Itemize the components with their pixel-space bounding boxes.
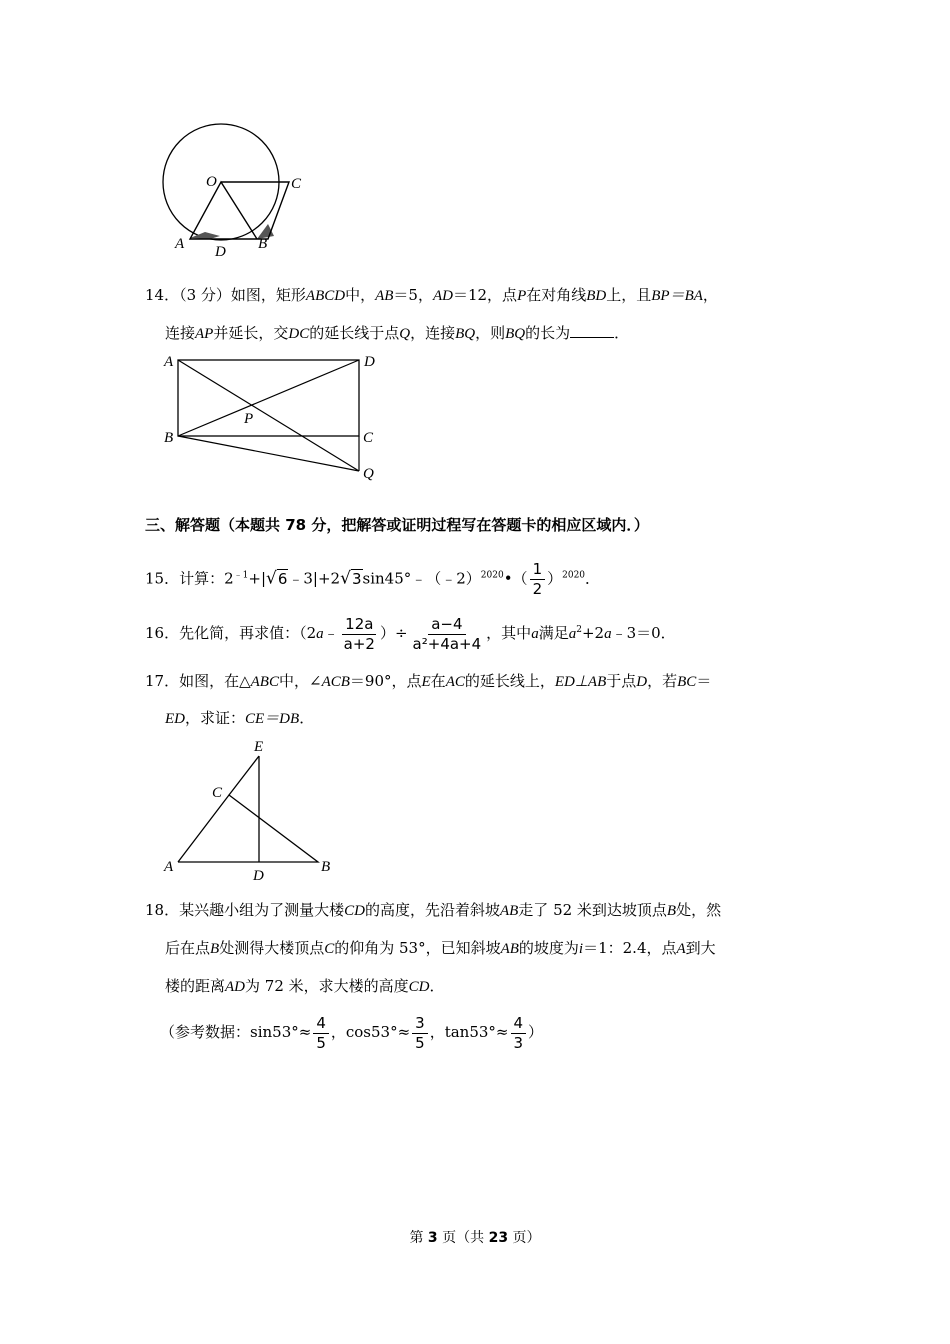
q18-text: 的高度，先沿着斜坡: [364, 901, 500, 919]
sqrt-3: 3: [351, 569, 362, 588]
q14-var: AD: [432, 288, 453, 304]
q17-var: E: [421, 674, 431, 690]
q18-text: 到大: [685, 939, 716, 957]
q14-text: ＝12，点: [452, 286, 518, 304]
q17-text: 在: [430, 672, 446, 690]
q16-var: a: [531, 626, 539, 642]
q16-text: ﹣3＝0．: [611, 624, 676, 642]
q18-text: 处，然: [676, 901, 722, 919]
label-c: C: [212, 785, 223, 801]
q18-line3: [165, 976, 445, 997]
q18-var: AB: [499, 903, 519, 919]
q14-text: ．: [614, 324, 630, 342]
q15-exp: ﹣1: [233, 570, 249, 581]
q14-text: （3 分）如图，矩形: [179, 286, 306, 304]
q17-line2: [165, 708, 314, 729]
q18-text: ＝1：2.4，点: [583, 939, 677, 957]
q15-exp: 2020: [480, 570, 504, 581]
footer-text: 页）: [508, 1230, 541, 1246]
q18-var: A: [676, 941, 686, 957]
diag-bd: [178, 360, 359, 436]
q14-text: ＝5，: [393, 286, 433, 304]
triangle-abc: [178, 795, 318, 862]
q16-text: ﹣: [323, 624, 339, 642]
q16-text: +2: [581, 624, 605, 642]
q17-text: ．: [299, 709, 315, 727]
q16-exp: 2: [576, 625, 582, 635]
q14-text: 的延长线于点: [309, 324, 400, 342]
q17-text: 于点: [606, 672, 637, 690]
q18-text: 走了 52 米到达坡顶点: [518, 901, 667, 919]
q18-text: 处测得大楼顶点: [219, 939, 325, 957]
q18-text: 后在点: [165, 939, 211, 957]
q17-var: ABC: [250, 674, 279, 690]
q18-text: ，tan53°≈: [429, 1023, 509, 1041]
label-o: O: [206, 174, 217, 190]
answer-blank: [570, 323, 614, 338]
q17-var: CE＝DB: [245, 711, 300, 727]
q14-var: BD: [586, 288, 607, 304]
q16-var: a: [604, 626, 612, 642]
q18-var: B: [666, 903, 677, 919]
label-b: B: [258, 236, 268, 252]
q17-var: AC: [445, 674, 465, 690]
q14-var: Q: [399, 326, 411, 342]
q14-line2: [165, 323, 629, 344]
q18-line2: [165, 938, 716, 959]
q16-text: 先化简，再求值：（2: [179, 624, 317, 642]
q18-var: AB: [500, 941, 519, 957]
q17-text: ＝90°，点: [349, 672, 422, 690]
sqrt-6: 6: [277, 569, 288, 588]
q18-text: 某兴趣小组为了测量大楼: [179, 901, 345, 919]
label-p: P: [244, 411, 254, 427]
q17-line1: [145, 671, 711, 692]
q17-text: 中，∠: [278, 672, 322, 690]
q14-var: ABCD: [305, 288, 346, 304]
page-footer: [0, 1228, 950, 1248]
q15-text: •（: [503, 569, 528, 588]
q18-var: C: [324, 941, 335, 957]
q18-var: B: [210, 941, 220, 957]
rectangle-figure: [160, 350, 390, 485]
q16-var: a: [568, 626, 577, 642]
q18-text: ．: [429, 977, 445, 995]
q14-text: 上，且: [606, 286, 652, 304]
section-heading: 三、解答题（本题共 78 分，把解答或证明过程写在答题卡的相应区域内．）: [145, 516, 649, 534]
fraction-4-3: $\frac{4}{3}$: [511, 1014, 527, 1053]
q16-text: ，其中: [486, 624, 532, 642]
q18-var: CD: [408, 979, 430, 995]
q15-text: ．: [585, 569, 601, 588]
q18-text: ，cos53°≈: [330, 1023, 411, 1041]
q18-reference: [160, 1012, 543, 1053]
q15-text: +|: [248, 569, 266, 588]
label-a: A: [164, 354, 174, 370]
q14-number: 14．: [145, 286, 180, 304]
q18-number: 18．: [145, 901, 180, 919]
label-c: C: [291, 176, 302, 192]
q14-text: ，连接: [410, 324, 456, 342]
q17-text: ，求证：: [185, 709, 246, 727]
q17-text: ＝: [696, 672, 712, 690]
footer-text: 第: [409, 1230, 428, 1246]
line-bq: [178, 436, 359, 471]
q14-line1: [145, 285, 718, 306]
q17-var: D: [636, 674, 648, 690]
q14-var: BQ: [505, 326, 526, 342]
q15-text: ﹣3|+2: [288, 569, 341, 588]
q14-var: AB: [375, 288, 394, 304]
q14-var: BQ: [455, 326, 476, 342]
q15-number: 15．: [145, 569, 180, 588]
q16-text: 满足: [538, 624, 569, 642]
q18-text: 为 72 米，求大楼的高度: [245, 977, 409, 995]
label-q: Q: [363, 466, 374, 482]
q18-text: ）: [528, 1023, 544, 1041]
q17-number: 17．: [145, 672, 180, 690]
fraction-3-5: $\frac{3}{5}$: [412, 1014, 428, 1053]
q16: [145, 610, 676, 654]
q15-text: sin45°﹣（﹣2）: [362, 569, 481, 588]
label-d: D: [364, 354, 375, 370]
label-a: A: [175, 236, 185, 252]
label-d: D: [215, 244, 226, 260]
label-a: A: [164, 859, 174, 875]
q18-var: CD: [344, 903, 365, 919]
q17-text: 的延长线上，: [464, 672, 555, 690]
label-e: E: [254, 739, 264, 755]
q15-exp: 2020: [562, 570, 586, 581]
q18-text: 的仰角为 53°，已知斜坡: [334, 939, 501, 957]
q14-text: ，: [702, 286, 718, 304]
label-d: D: [253, 868, 264, 884]
q17-text: 如图，在△: [179, 672, 251, 690]
page-total: 23: [488, 1230, 509, 1246]
q16-text: ）÷: [379, 624, 408, 642]
q16-number: 16．: [145, 624, 180, 642]
q17-text: ，若: [647, 672, 678, 690]
circle-figure: [160, 120, 320, 260]
q14-var: P: [517, 288, 527, 304]
q17-var: ACB: [321, 674, 350, 690]
label-b: B: [164, 430, 174, 446]
fraction-4-5: $\frac{4}{5}$: [313, 1014, 329, 1053]
q14-var: BP＝BA: [651, 288, 703, 304]
page-number: 3: [427, 1230, 438, 1246]
q14-text: 中，: [345, 286, 376, 304]
q18-text: （参考数据：sin53°≈: [160, 1023, 312, 1041]
q18-text: 的坡度为: [518, 939, 579, 957]
q14-text: 并延长，交: [213, 324, 289, 342]
line-ce: [229, 756, 259, 795]
q15-text: ）: [547, 569, 563, 588]
fraction-12a: $\frac{12a}{a+2}$: [343, 614, 375, 653]
q14-text: ，则: [475, 324, 506, 342]
q18-line1: [145, 900, 721, 921]
q17-var: ED⊥AB: [554, 674, 607, 690]
q15-text: 计算：2: [179, 569, 234, 588]
q14-var: AP: [195, 326, 214, 342]
fraction-a-4: $\frac{a-4}{\text{a²+4a+4}}$: [412, 614, 482, 653]
q18-text: 楼的距离: [165, 977, 226, 995]
q18-var: AD: [225, 979, 246, 995]
q14-text: 连接: [165, 324, 196, 342]
q16-var: a: [316, 626, 324, 642]
label-c: C: [363, 430, 374, 446]
q18-var: i: [578, 941, 584, 957]
fraction-half: $\frac{1}{2}$: [530, 560, 546, 599]
triangle-figure: [160, 735, 340, 885]
q17-var: ED: [165, 711, 185, 727]
parallelogram: [190, 182, 289, 239]
q14-var: DC: [288, 326, 310, 342]
q17-var: BC: [677, 674, 697, 690]
footer-text: 页（共: [437, 1230, 489, 1246]
q15: 15．计算：$2^{﹣1}+|√6﹣3|+2√3\sin 45^\circ﹣(﹣2)^{2020}•$（ $\frac{1}{2}$ ）$^{2020}$．: [145, 560, 601, 598]
q14-text: 的长为: [525, 324, 571, 342]
label-b: B: [321, 859, 331, 875]
line-aq: [178, 360, 359, 471]
q14-text: 在对角线: [526, 286, 587, 304]
